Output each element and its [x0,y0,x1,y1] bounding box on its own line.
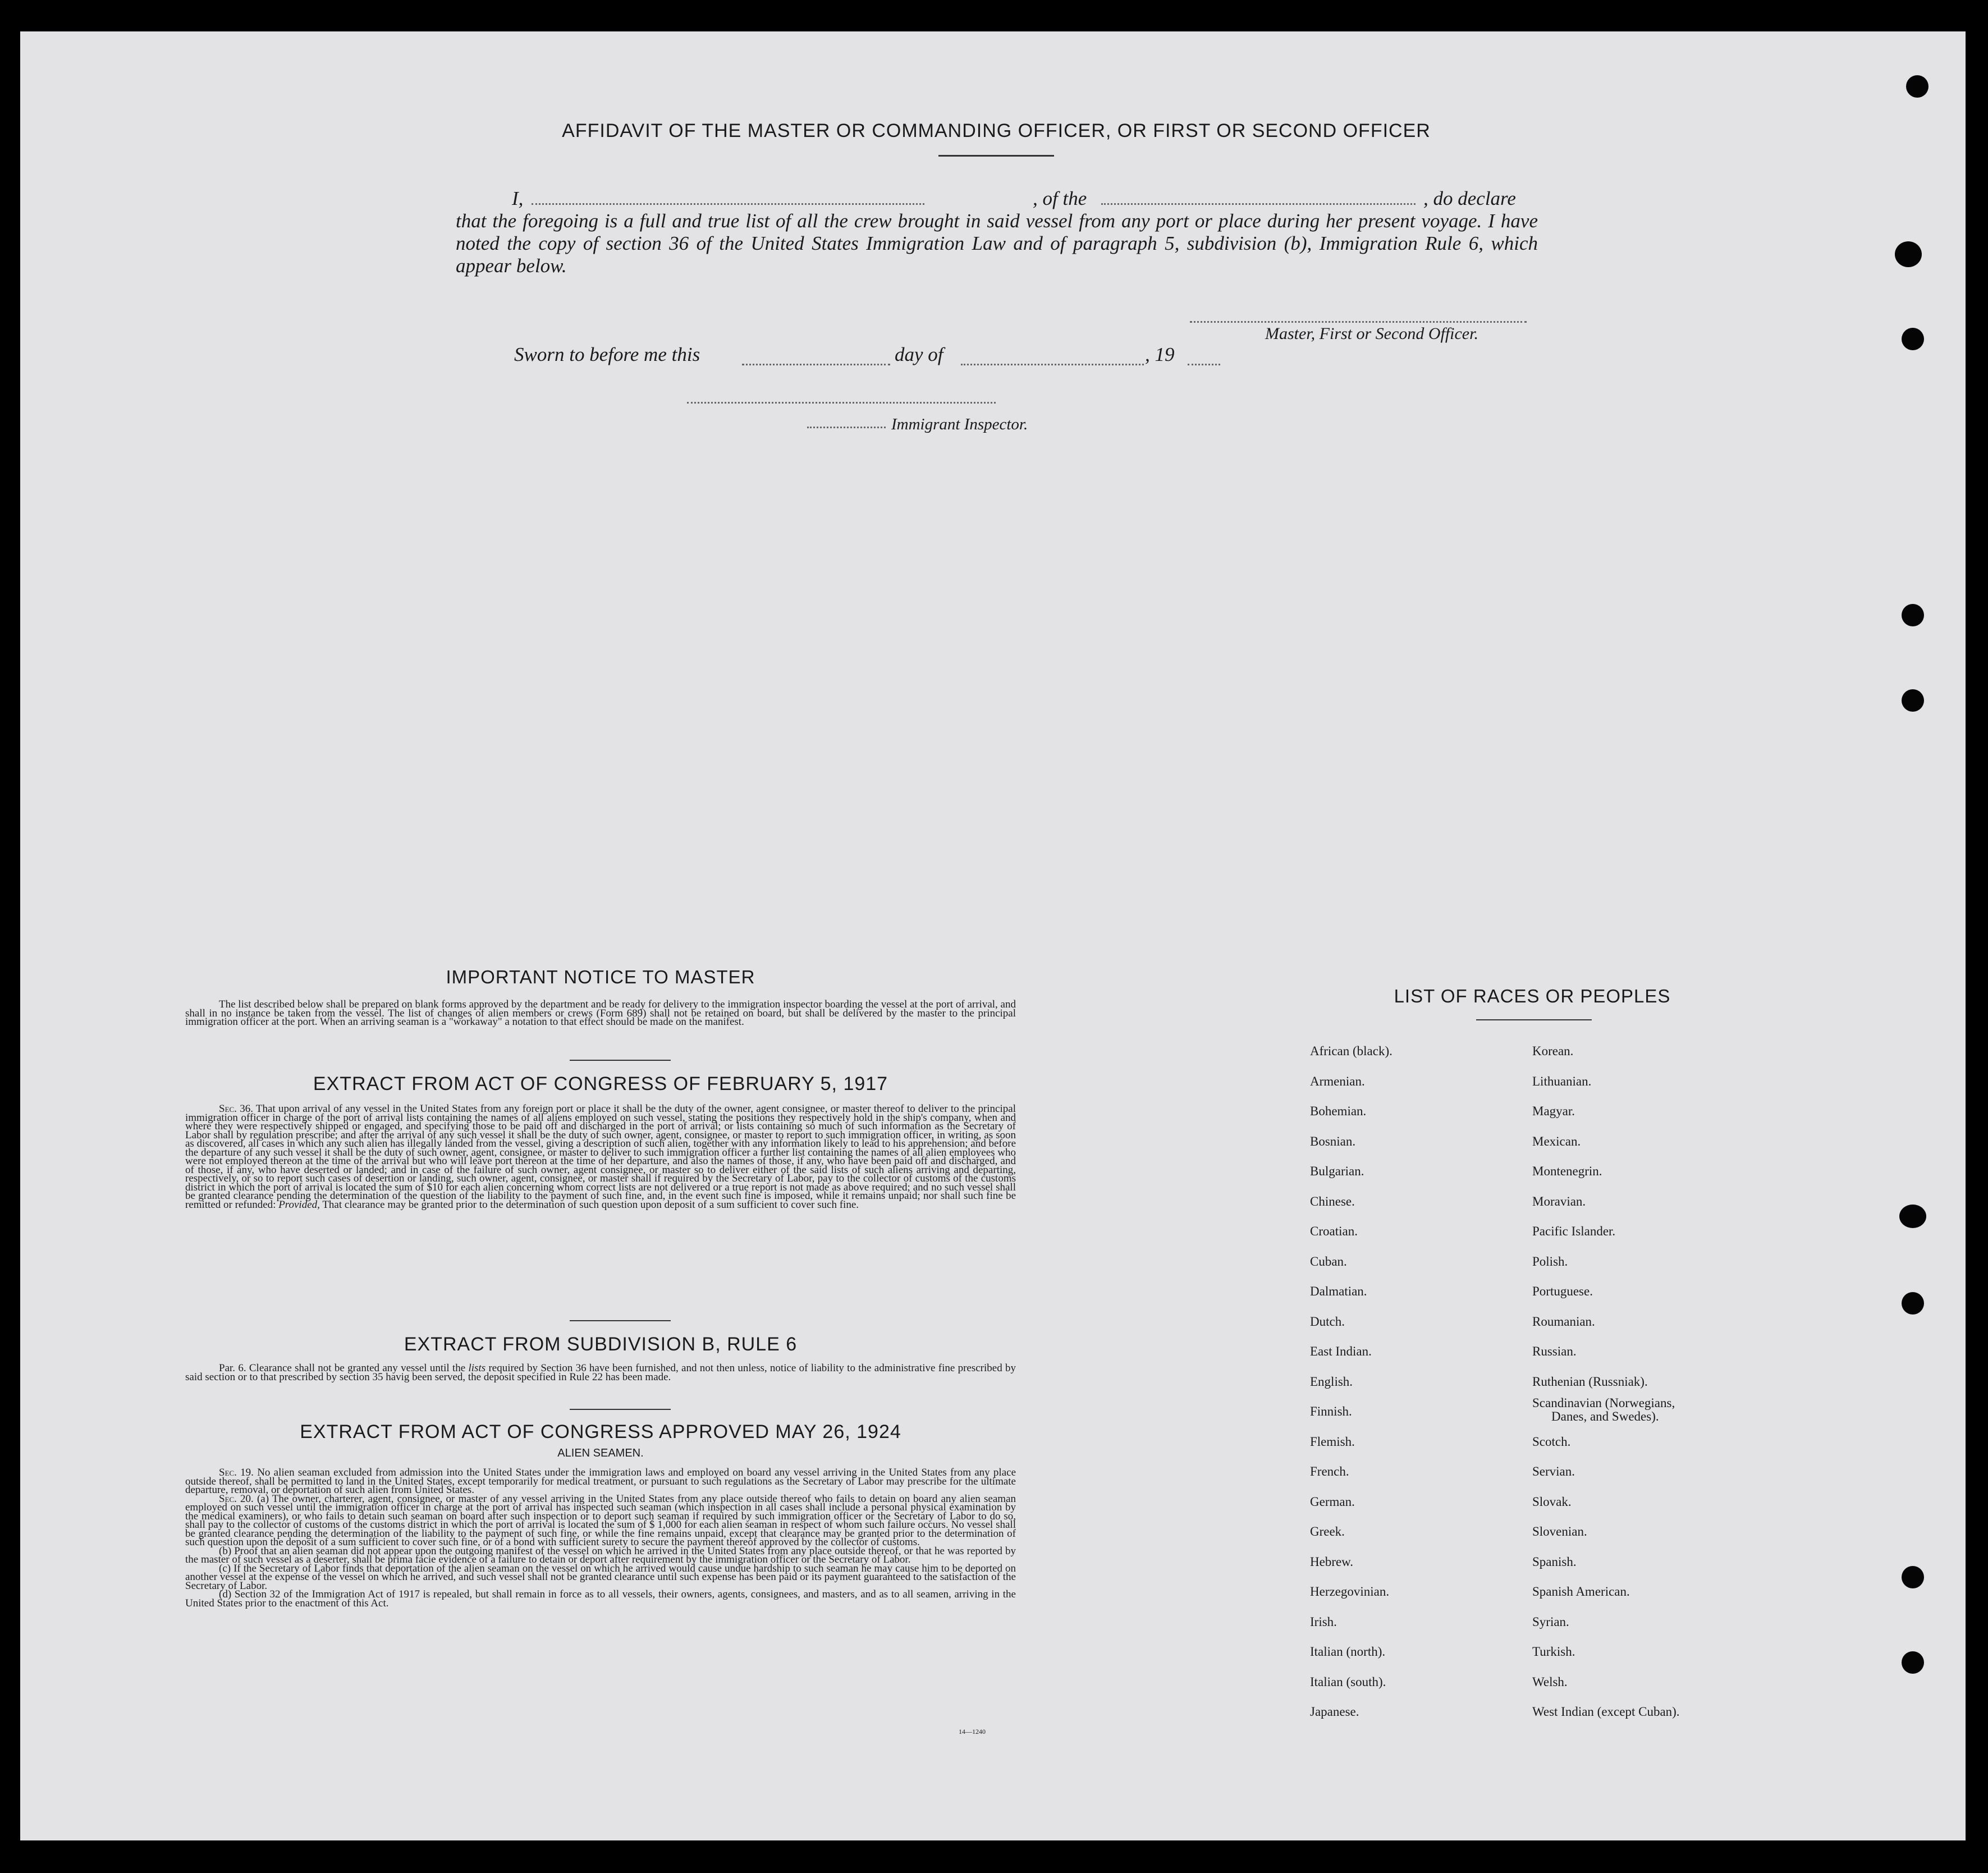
race-item: Hebrew. [1310,1554,1354,1569]
punch-hole [1895,241,1922,267]
section-36-paragraph [185,1105,1016,1209]
affidavit-body: that the foregoing is a full and true list of all the crew brought in said vessel from any port or place during her present voyage. I have noted the copy of section 36 of the United States Immigration Law and of paragraph 5, subdivision (b), Immigration Rule 6, which appear below. [456,210,1538,277]
affidavit-text [456,187,1538,277]
race-item: Herzegovinian. [1310,1585,1390,1599]
title-underline [938,155,1054,157]
punch-hole [1902,1651,1924,1674]
race-item: Russian. [1532,1344,1577,1358]
year-label: , 19 [1145,344,1175,365]
race-item: Bohemian. [1310,1104,1367,1118]
race-item: Bulgarian. [1310,1164,1364,1178]
inspector-signature-line[interactable] [687,402,996,404]
signature-caption: Master, First or Second Officer. [1265,324,1478,343]
sec-36-label: Sec. 36. [219,1103,253,1115]
extract-1924-title: EXTRACT FROM ACT OF CONGRESS APPROVED MAY 26, 1924 [300,1421,901,1442]
race-item: Armenian. [1310,1074,1365,1088]
punch-hole [1899,1205,1926,1228]
race-item: Greek. [1310,1524,1345,1538]
sec-20-text: (a) The owner, charterer, agent, consignee, or master of any vessel arriving in the United States from any place outside thereof who fails to detain on board any alien seaman employed on such vessel until the immigration officer in charge at the port of arrival has inspected such seaman (which inspection in all cases shall include a personal physical examination by the medical examiners), or who fails to detain such seaman on board after such inspection or to deport such seaman if required by such immigration officer or the Secretary of Labor to do so, shall pay to the collector of customs of the customs district in which the port of arrival is located the sum of $ 1,000 for each alien seaman in respect of whom such failure occurs. No vessel shall be granted clearance pending the determination of the liability to the payment of such fine, or while the fine remains unpaid, except that clearance may be granted prior to the determination of such question upon the deposit of a sum sufficient to cover such fine, or of a bond with sufficient surety to secure the payment thereof approved by the collector of customs. [185,1492,1016,1548]
race-item: Pacific Islander. [1532,1224,1616,1238]
para-d: (d) Section 32 of the Immigration Act of 1917 is repealed, but shall remain in force as to all vessels, their owners, agents, consignees, and masters, and as to all seamen, arriving in the United States prior to the enactment of this Act. [185,1588,1016,1609]
race-item: Polish. [1532,1254,1568,1268]
race-item: African (black). [1310,1044,1392,1058]
races-title: LIST OF RACES OR PEOPLES [1394,986,1671,1006]
races-column-2 [1532,1036,1680,1727]
notice-text [185,1000,1016,1027]
race-item: Korean. [1532,1044,1574,1058]
race-item: German. [1310,1494,1355,1509]
para-c: (c) If the Secretary of Labor finds that deportation of the alien seaman on the vessel on which he arrived would cause undue hardship to such seaman he may cause him to be deported on another vessel at the expense of the vessel on which he arrived, and such vessel shall not be granted clearance until such expense has been paid or its payment guaranteed to the satisfaction of the Secretary of Labor. [185,1562,1016,1592]
sec-20-label: Sec. 20. [219,1492,254,1505]
affidavit-title: AFFIDAVIT OF THE MASTER OR COMMANDING OFFICER, OR FIRST OR SECOND OFFICER [562,120,1431,141]
race-item: Bosnian. [1310,1134,1356,1148]
race-item-line: Danes, and Swedes). [1551,1409,1659,1423]
race-item: Finnish. [1310,1404,1352,1418]
punch-hole [1906,75,1929,98]
sec-20-paragraph [185,1492,1016,1548]
rule-6-text-b: required by Section 36 have been furnished, and not then unless, notice of liability to the administrative fine prescribed by said section or to that prescribed by section 35 havig been served, the deposit specified in Rule 22 has been made. [185,1362,1016,1383]
race-item: Croatian. [1310,1224,1358,1238]
race-item: Moravian. [1532,1194,1586,1208]
race-item: West Indian (except Cuban). [1532,1705,1680,1719]
race-item: Servian. [1532,1464,1575,1478]
name-field[interactable] [532,203,924,205]
divider [570,1320,671,1321]
race-item: Slovenian. [1532,1524,1587,1538]
extract-1917-text [185,1105,1016,1209]
inspector-caption: Immigrant Inspector. [891,415,1028,433]
punch-hole [1902,328,1924,350]
races-column-1 [1310,1036,1392,1727]
notice-paragraph: The list described below shall be prepared on blank forms approved by the department and be ready for delivery to the immigration inspector boarding the vessel at the port of arrival, and shall in no instance be taken from the vessel. The list of changes of alien members or crews (Form 689) shall not be retained on board, but shall be delivered by the master to the principal immigration officer at the port. When an arriving seaman is a "workaway" a notation to that effect should be made on the manifest. [185,999,1016,1028]
sec-36-text: That upon arrival of any vessel in the United States from any foreign port or place it shall be the duty of the owner, agent consignee, or master thereof to deliver to the principal immigration officer in charge of the port of arrival lists containing the names of all aliens employed on such vessel, stating the positions they respectively hold in the ship's company, when and where they were respectively shipped or engaged, and specifying those to be paid off and discharged in the port of arrival; or lists containing so much of such information as the Secretary of Labor shall by regulation prescribe; and after the arrival of any such vessel it shall be the duty of such owner, agent, consignee, or master to report to such immigration officer, in writing, as soon as discovered, all cases in which any such alien has illegally landed from the vessel, giving a description of such alien, together with any information likely to lead to his apprehension; and before the departure of any such vessel it shall be the duty of such owner, agent, consignee, or master to deliver to such immigration officer a further list containing the names of all alien employees who were not employed thereon at the time of the arrival but who will leave port thereon at the time of her departure, and also the names of those, if any, who have been paid off and discharged, and of those, if any, who have deserted or landed; and in case of the failure of such owner, agent consignee, or master so to deliver either of the said lists of such aliens arriving and departing, respectively, or so to report such cases of desertion or landing, such owner, agent, consignee, or master shall if required by the Secretary of Labor, pay to the collector of customs of the customs district in which the port of arrival is located the sum of $10 for each alien concerning whom correct lists are not delivered or a true report is not made as above required; and no such vessel shall be granted clearance pending the determination of the question of the liability to the payment of such fine, and, in the event such fine is imposed, while it remains unpaid; nor shall such fine be remitted or refunded: [185,1103,1016,1211]
divider [570,1060,671,1061]
race-item: Welsh. [1532,1674,1568,1689]
race-item: Magyar. [1532,1104,1575,1118]
race-item [1532,1396,1680,1427]
sec-36-text-end: That clearance may be granted prior to the determination of such question upon deposit of a sum sufficient to cover such fine. [322,1198,859,1211]
race-item: Roumanian. [1532,1314,1595,1329]
i-label: I, [512,187,524,209]
race-item: Portuguese. [1532,1284,1593,1298]
extract-1917-title: EXTRACT FROM ACT OF CONGRESS OF FEBRUARY 5, 1917 [313,1073,888,1095]
of-the-label: , of the [1033,187,1087,209]
sec-19-paragraph [185,1468,1016,1495]
race-item: Mexican. [1532,1134,1581,1148]
race-item: Lithuanian. [1532,1074,1592,1088]
race-item: Irish. [1310,1614,1337,1629]
punch-hole [1902,689,1924,712]
para-b: (b) Proof that an alien seaman did not appear upon the outgoing manifest of the vessel on which he arrived in the United States from any place outside thereof, or that he was reported by the master of such vessel as a deserter, shall be prima facie evidence of a failure to detain or deport after requirement by the immigration officer or the Secretary of Labor. [185,1545,1016,1565]
race-item: East Indian. [1310,1344,1372,1358]
race-item: Scotch. [1532,1434,1571,1449]
race-item: Turkish. [1532,1645,1575,1659]
rule-6-text [185,1364,1016,1381]
race-item: Cuban. [1310,1254,1347,1268]
sworn-day-field[interactable] [742,364,890,365]
race-item: Slovak. [1532,1494,1572,1509]
provided-label: Provided, [278,1198,320,1211]
race-item: Japanese. [1310,1705,1359,1719]
race-item: Spanish. [1532,1554,1577,1569]
sworn-year-field[interactable] [1188,364,1220,365]
alien-seamen-subtitle: ALIEN SEAMEN. [557,1447,644,1459]
inspector-lead-dots [807,427,886,428]
race-item-line: Scandinavian (Norwegians, [1532,1396,1675,1410]
rule-6-title: EXTRACT FROM SUBDIVISION B, RULE 6 [404,1334,798,1355]
race-item: Italian (north). [1310,1645,1386,1659]
race-item: Chinese. [1310,1194,1355,1208]
punch-hole [1902,1292,1924,1315]
race-item: Ruthenian (Russniak). [1532,1374,1648,1389]
sworn-month-field[interactable] [961,364,1144,365]
races-underline [1476,1019,1592,1020]
day-of-label: day of [895,344,943,365]
do-declare-label: , do declare [1423,187,1516,209]
punch-hole [1902,604,1924,626]
divider [570,1409,671,1410]
lists-label: lists [468,1362,486,1374]
race-item: Montenegrin. [1532,1164,1602,1178]
race-item: French. [1310,1464,1349,1478]
rule-6-paragraph [185,1364,1016,1381]
sec-19-text: No alien seaman excluded from admission into the United States under the immigration laws and employed on board any vessel arriving in the United States from any place outside thereof, shall be permitted to land in the United States, except temporarily for medical treatment, or pursuant to such regulations as the Secretary of Labor may prescribe for the ultimate departure, removal, or deportation of such alien from United States. [185,1467,1016,1496]
punch-hole [1902,1566,1924,1588]
extract-1924-text [185,1468,1016,1608]
rule-6-text-a: Par. 6. Clearance shall not be granted any vessel until the [219,1362,466,1374]
race-item: Italian (south). [1310,1674,1386,1689]
notice-title: IMPORTANT NOTICE TO MASTER [446,967,755,987]
race-item: Flemish. [1310,1434,1355,1449]
sec-19-label: Sec. 19. [219,1467,254,1478]
race-item: Syrian. [1532,1614,1569,1629]
race-item: Dalmatian. [1310,1284,1367,1298]
form-number: 14—1240 [959,1728,986,1735]
vessel-field[interactable] [1101,203,1416,205]
race-item: English. [1310,1374,1353,1389]
race-item: Dutch. [1310,1314,1345,1329]
sworn-label: Sworn to before me this [514,344,700,365]
race-item: Spanish American. [1532,1585,1630,1599]
officer-signature-line[interactable] [1190,321,1527,323]
